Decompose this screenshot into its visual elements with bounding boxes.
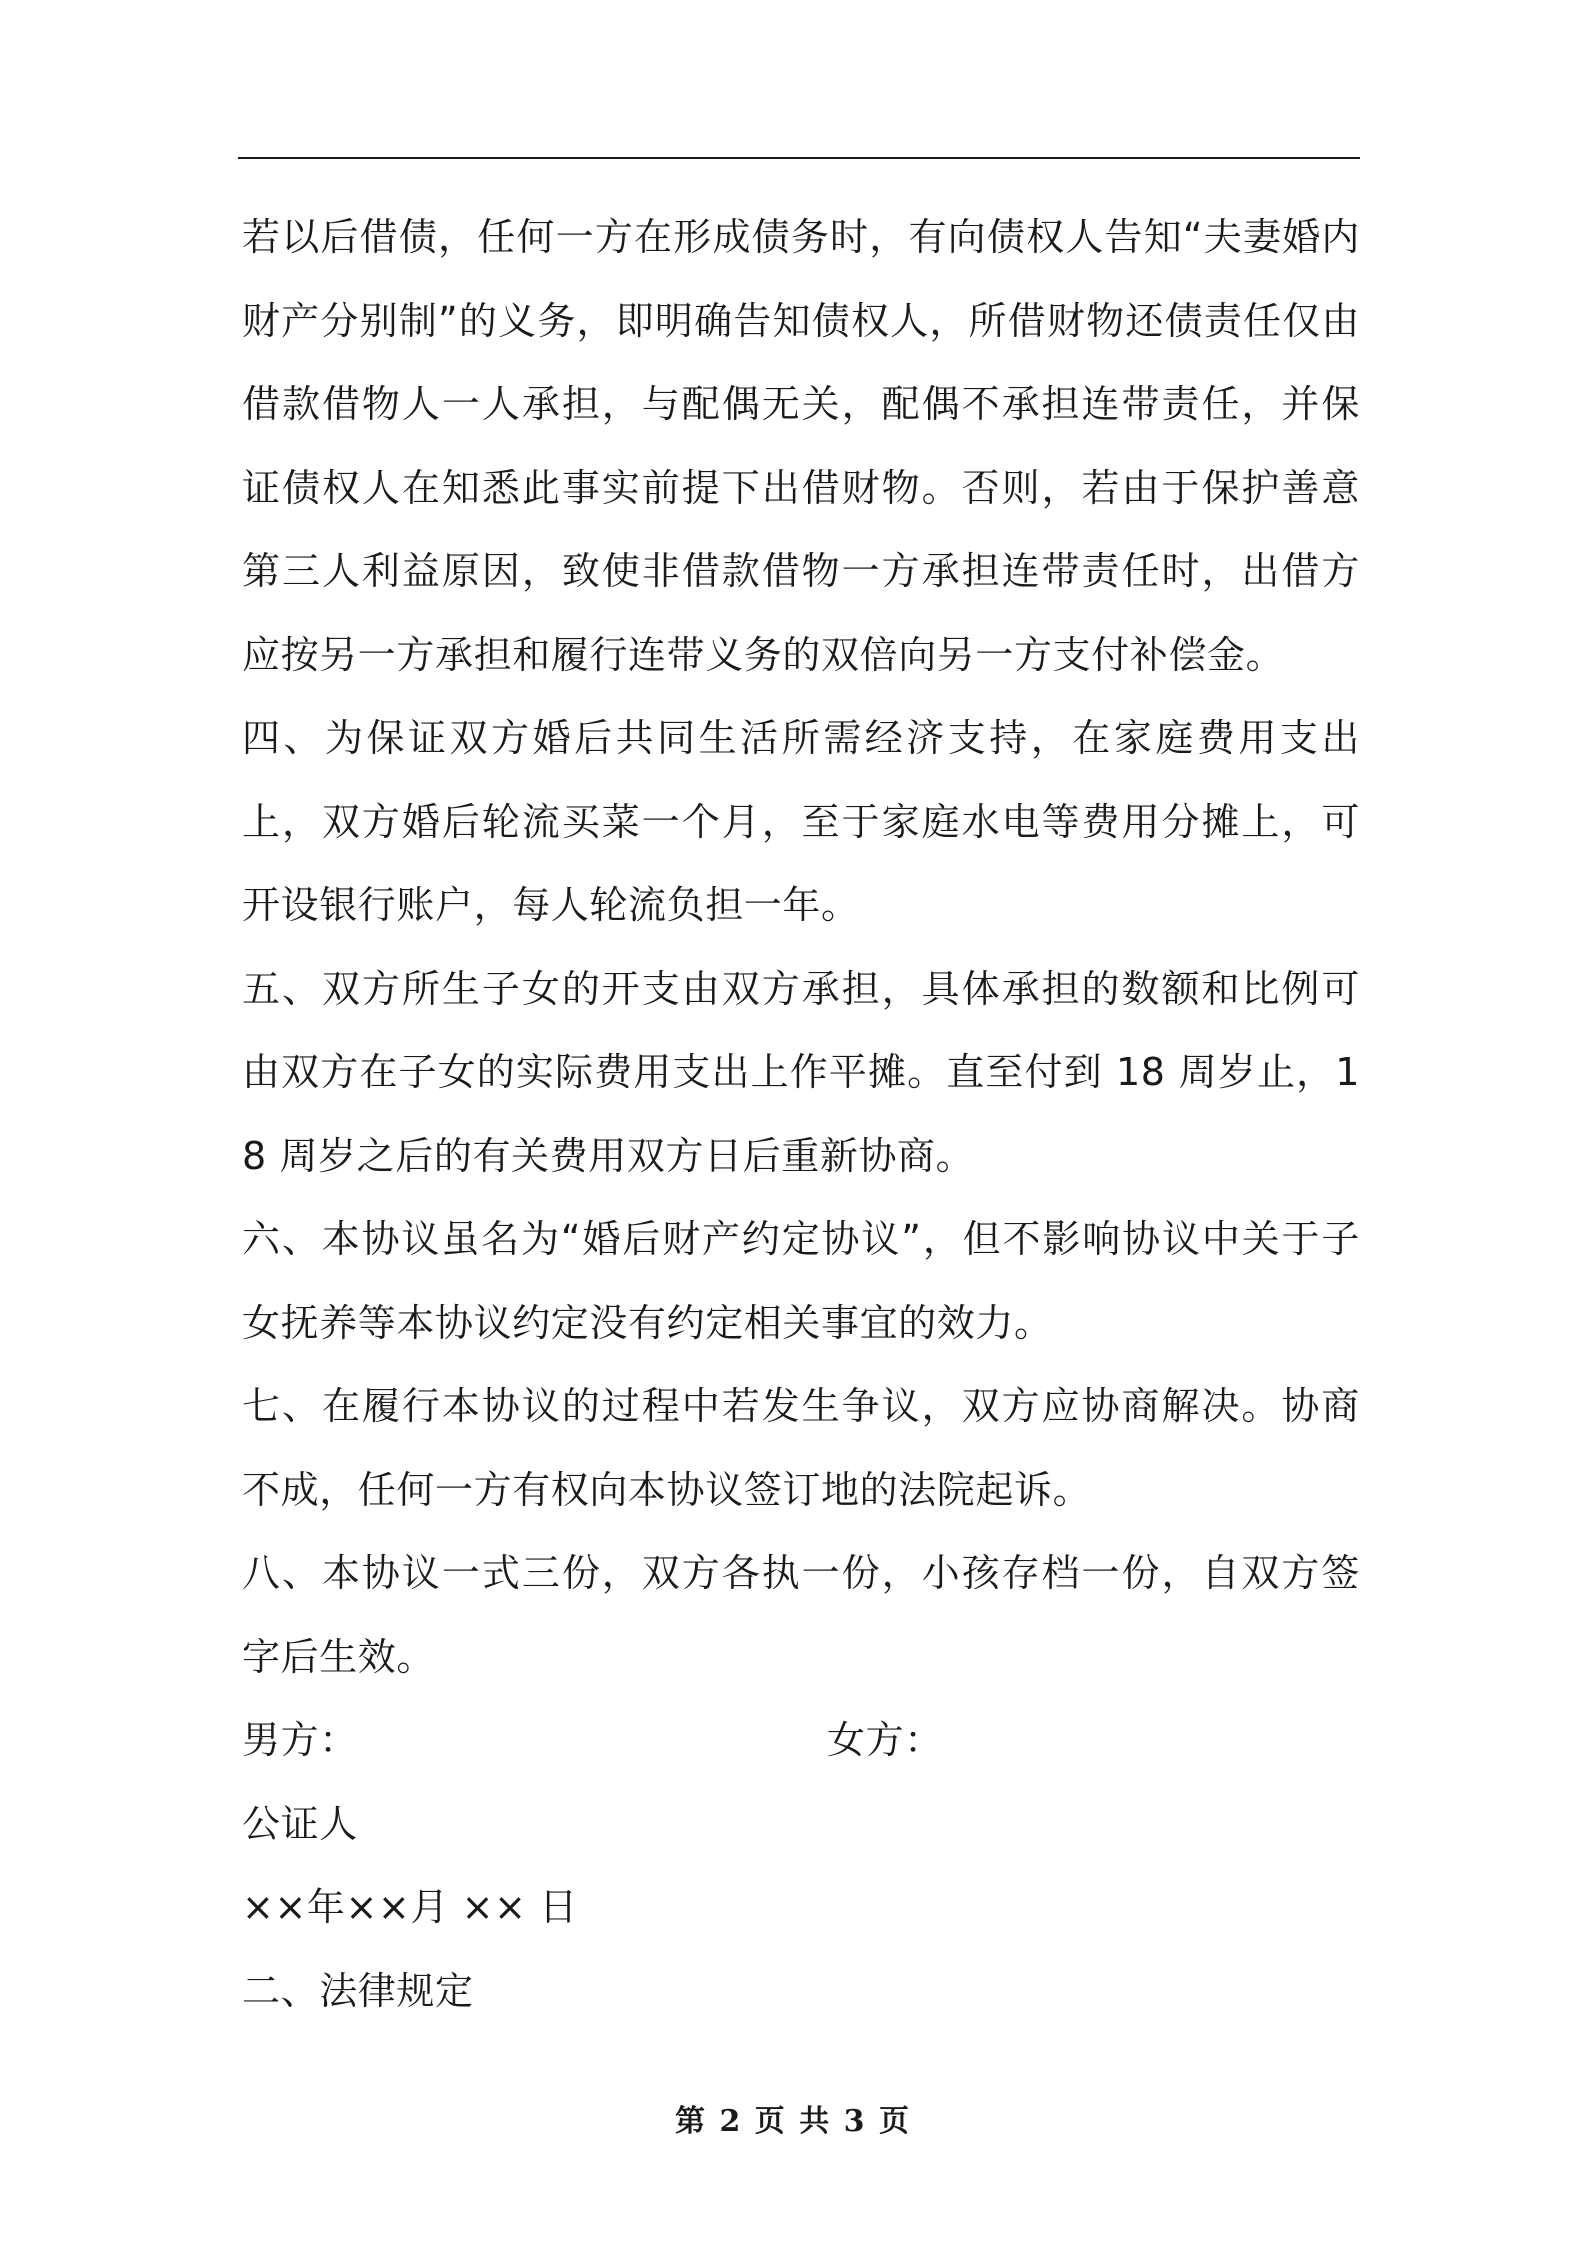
paragraph-clause-7: 七、在履行本协议的过程中若发生争议，双方应协商解决。协商不成，任何一方有权向本协议签订地的法院起诉。	[242, 1384, 1360, 1512]
paragraph-clause-6: 六、本协议虽名为“婚后财产约定协议”，但不影响协议中关于子女抚养等本协议约定没有约定相关事宜的效力。	[242, 1217, 1360, 1345]
page-footer	[0, 2096, 1586, 2140]
header-rule	[238, 157, 1360, 159]
female-signature-label: 女方：	[827, 1718, 943, 1762]
paragraph-clause-8: 八、本协议一式三份，双方各执一份，小孩存档一份，自双方签字后生效。	[242, 1551, 1360, 1679]
page-number: 第 2 页 共 3 页	[675, 2104, 911, 2139]
male-signature-label: 男方：	[242, 1718, 358, 1762]
section-heading: 二、法律规定	[242, 1968, 474, 2013]
paragraph-clause-5: 五、双方所生子女的开支由双方承担，具体承担的数额和比例可由双方在子女的实际费用支出上作平摊。直至付到 18 周岁止，18 周岁之后的有关费用双方日后重新协商。	[242, 966, 1360, 1178]
notary-label: 公证人	[242, 1801, 358, 1846]
document-body	[242, 196, 1360, 2033]
signature-row	[242, 1699, 1360, 1783]
paragraph-debt-continued: 若以后借债，任何一方在形成债务时，有向债权人告知“夫妻婚内财产分别制”的义务，即明确告知债权人，所借财物还债责任仅由借款借物人一人承担，与配偶无关，配偶不承担连带责任，并保证债权人在知悉此事实前提下出借财物。否则，若由于保护善意第三人利益原因，致使非借款借物一方承担连带责任时，出借方应按另一方承担和履行连带义务的双倍向另一方支付补偿金。	[242, 215, 1360, 677]
agreement-date: ××年××月 ×× 日	[242, 1885, 578, 1929]
paragraph-clause-4: 四、为保证双方婚后共同生活所需经济支持，在家庭费用支出上，双方婚后轮流买菜一个月，至于家庭水电等费用分摊上，可开设银行账户，每人轮流负担一年。	[242, 716, 1360, 927]
